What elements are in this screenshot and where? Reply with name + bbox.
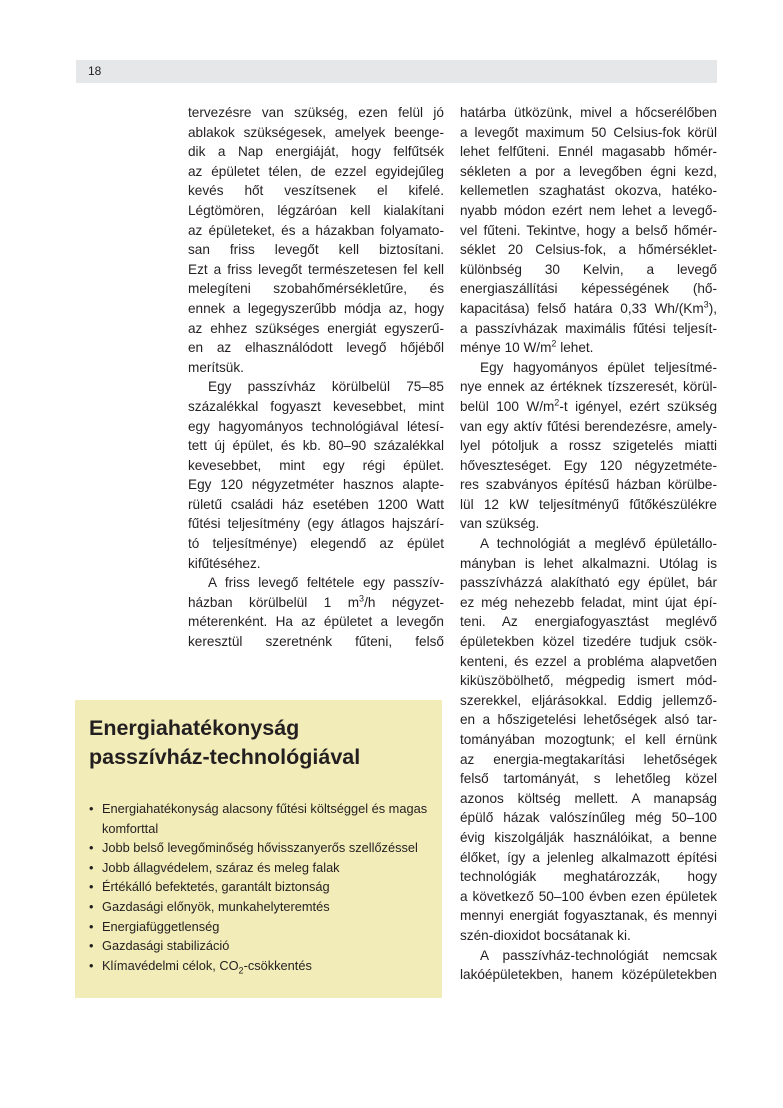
text-line: különbség 30 Kelvin, a levegő: [460, 261, 717, 277]
text-line: ez még nehezebb feladat, mint újat épí-: [460, 594, 717, 610]
text-line: A friss levegő feltétele egy passzív-: [208, 575, 444, 591]
list-item-text: Klímavédelmi célok, CO: [102, 957, 239, 973]
text-line: az ehhez szükséges energiát egyszerű-: [188, 320, 444, 336]
text-line: A passzívház-technológiát nemcsak: [480, 947, 717, 963]
text-fragment: ),: [708, 300, 717, 316]
text-line: kiküszöbölhető, mégpedig ismert mód-: [460, 673, 717, 689]
text-fragment: lehet.: [556, 340, 594, 356]
text-line: passzívházzá alakítható egy épület, bár: [460, 575, 717, 591]
left-paragraph-1: [188, 103, 444, 377]
list-item-text: Jobb állagvédelem, száraz és meleg falak: [102, 859, 340, 875]
text-line: nye ennek az értéknek tízszeresét, körül-: [460, 379, 717, 395]
text-line: egy hagyományos technológiával létesí-: [188, 418, 444, 434]
text-line: hőveszteséget. Egy 120 négyzetméte-: [460, 457, 717, 473]
text-line: van egy aktív fűtési berendezésre, amely-: [460, 418, 717, 434]
text-line: san friss levegőt kell biztosítani.: [188, 242, 444, 258]
text-line: a következő 50–100 évben ezen épületek: [460, 888, 717, 904]
list-item-text: Energiahatékonyság alacsony fűtési költséggel és magas: [102, 801, 428, 816]
text-fragment: -t igényel, ezért szükség: [559, 398, 717, 414]
list-item: [89, 877, 433, 897]
text-line: ablakok szükségesek, amelyek beenge-: [188, 124, 444, 140]
text-fragment: belül 100 W/m: [460, 398, 555, 414]
list-item-text: Értékálló befektetés, garantált biztonság: [102, 879, 330, 895]
text-line: a passzívházak maximális fűtési teljesít-: [460, 320, 717, 336]
text-fragment: kapacitása) felső határa 0,33 Wh/(Km: [460, 300, 704, 316]
text-line: Egy 120 négyzetméter hasznos alapte-: [188, 477, 444, 493]
text-fragment: /h négyzet-: [364, 594, 444, 610]
text-line: tományában mozogtunk; el kell érnünk: [460, 732, 717, 747]
superscript: 3: [703, 299, 709, 310]
text-line: méterenként. Ha az épületet a levegőn: [188, 614, 444, 630]
text-line: az energia-megtakarítási lehetőségek: [460, 751, 717, 767]
text-line: ennek a legegyszerűbb módja az, hogy: [188, 300, 444, 316]
list-item: [89, 897, 433, 917]
bullet-icon: •: [89, 918, 94, 934]
list-item-text: Jobb belső levegőminőség hővisszanyerős szellőzéssel: [102, 840, 418, 856]
text-line: kevés hőt veszítsenek el kifelé.: [188, 183, 444, 199]
text-line: nyabb módon ezért nem lehet a levegő-: [460, 202, 717, 218]
box-title: [89, 714, 429, 772]
page-header-bar: [76, 60, 717, 83]
page-number: 18: [88, 64, 102, 78]
text-line: fűtési teljesítmény (egy átlagos hajszárí-: [188, 516, 444, 532]
text-line: tó teljesítménye) elegendő az épület: [188, 536, 444, 552]
right-paragraph-2: [460, 358, 717, 534]
text-line: kellemetlen szaghatást okozva, hatéko-: [460, 183, 717, 199]
text-line: Légtömören, légzáróan kell kialakítani: [188, 202, 444, 218]
text-line: A technológiát a meglévő épületállo-: [480, 536, 717, 552]
text-line: szerekkel, eljárásokkal. Eddig jellemző-: [460, 692, 717, 708]
text-line: melegíteni szobahőmérsékletűre, és: [188, 281, 444, 297]
text-line: vel fűteni. Tekintve, hogy a belső hőmér-: [460, 222, 717, 238]
text-line: van szükség.: [460, 516, 540, 532]
text-line: lehet felfűteni. Ennél magasabb hőmér-: [460, 144, 717, 160]
text-line: évig kiszolgálják használóikat, a benne: [460, 829, 717, 845]
list-item-continuation: [89, 819, 433, 839]
text-line: az épületet télen, de ezzel egyidejűleg: [188, 163, 444, 179]
list-item-text: Energiafüggetlenség: [102, 918, 220, 934]
text-line: épületekben közel tizedére tudjuk csök-: [460, 634, 717, 650]
text-line: azonos költség mellett. A manapság: [460, 790, 717, 806]
bullet-icon: •: [89, 879, 94, 895]
text-line: határba ütközünk, mivel a hőcserélőben: [460, 105, 717, 120]
benefit-list: [89, 799, 433, 975]
text-line: kifűtéséhez.: [188, 555, 261, 571]
text-line: energiaszállítási képességének (hő-: [460, 281, 717, 297]
text-line: felső tartományát, s lehetőleg közel: [460, 771, 717, 787]
box-title-line: passzívház-technológiával: [89, 745, 361, 769]
text-line: rületű családi ház esetében 1200 Watt: [188, 496, 444, 512]
text-line: keresztül szeretnénk fűteni, felső: [188, 634, 444, 650]
summary-box: [75, 700, 442, 998]
list-item-text: Gazdasági stabilizáció: [102, 938, 230, 954]
right-paragraph-1: [460, 103, 717, 358]
text-line: [460, 338, 717, 358]
text-line: az épületeket, és a házakban folyamato-: [188, 222, 444, 238]
text-line: teni. Az energiafogyasztást meglévő: [460, 614, 717, 630]
superscript: 2: [554, 397, 560, 408]
list-item: [89, 936, 433, 956]
text-line: en az elhasználódott levegő hőjéből: [188, 340, 444, 356]
subscript: 2: [238, 965, 244, 976]
text-line: en a hőszigetelési lehetőségek alsó tar-: [460, 712, 717, 728]
text-line: Egy hagyományos épület teljesítmé-: [480, 359, 717, 375]
text-line: tett új épület, és kb. 80–90 százalékkal: [188, 438, 444, 454]
text-line: kevesebbet, mint egy régi épület.: [188, 457, 444, 473]
right-paragraph-4: [460, 946, 717, 985]
bullet-icon: •: [89, 898, 94, 914]
text-line: kenteni, és ezzel a probléma alapvetően: [460, 653, 717, 669]
superscript: 3: [359, 593, 365, 604]
text-line: Ezt a friss levegőt természetesen fel kell: [188, 261, 444, 277]
text-line: technológiák meghatározzák, hogy: [460, 869, 717, 885]
text-line: mányban is lehet alkalmazni. Utólag is: [460, 555, 717, 571]
text-line: lakóépületekben, hanem középületekben: [460, 967, 717, 983]
left-paragraph-3: [188, 573, 444, 651]
right-text-column: [460, 103, 717, 985]
text-line: tervezésre van szükség, ezen felül jó: [188, 105, 444, 120]
text-line: százalékkal fogyaszt kevesebbet, mint: [188, 398, 444, 414]
text-line: res szabványos építésű házban körülbe-: [460, 477, 717, 493]
list-item: [89, 956, 433, 976]
list-item: [89, 858, 433, 878]
text-line: a levegőt maximum 50 Celsius-fok körül: [460, 124, 717, 140]
list-item: [89, 838, 433, 858]
box-title-line: Energiahatékonyság: [89, 716, 300, 740]
text-line: lyel pótoljuk a rossz szigetelés miatti: [460, 438, 717, 454]
text-fragment: ménye 10 W/m: [460, 340, 552, 356]
text-line: dik a Nap energiáját, hogy felfűtsék: [188, 144, 444, 160]
text-line: [460, 397, 717, 417]
text-line: [188, 593, 444, 613]
text-line: lül 12 kW teljesítményű fűtőkészülékre: [460, 496, 717, 512]
list-item-text: -csökkentés: [243, 957, 312, 973]
list-item-text: komforttal: [102, 820, 159, 836]
text-line: Egy passzívház körülbelül 75–85: [208, 379, 444, 395]
list-item: [89, 799, 433, 819]
text-line: élőket, így a jelenleg alkalmazott építési: [460, 849, 717, 865]
text-line: mennyi energiát fogyasztanak, és mennyi: [460, 908, 717, 924]
text-line: séklet 20 Celsius-fok, a hőmérséklet-: [460, 242, 717, 258]
superscript: 2: [551, 338, 557, 349]
bullet-icon: •: [89, 840, 94, 856]
left-paragraph-2: [188, 377, 444, 573]
bullet-icon: •: [89, 859, 94, 875]
right-paragraph-3: [460, 534, 717, 945]
bullet-icon: •: [89, 801, 94, 816]
text-line: sékleten a por a levegőben égni kezd,: [460, 163, 717, 179]
bullet-icon: •: [89, 957, 94, 973]
text-line: [460, 299, 717, 319]
text-line: épülő házak valószínűleg még 50–100: [460, 810, 717, 826]
left-text-column: [188, 103, 444, 652]
text-line: merítsük.: [188, 359, 244, 375]
text-line: szén-dioxidot bocsátanak ki.: [460, 927, 631, 943]
bullet-icon: •: [89, 938, 94, 954]
text-fragment: házban körülbelül 1 m: [188, 594, 360, 610]
list-item: [89, 917, 433, 937]
list-item-text: Gazdasági előnyök, munkahelyteremtés: [102, 898, 330, 914]
